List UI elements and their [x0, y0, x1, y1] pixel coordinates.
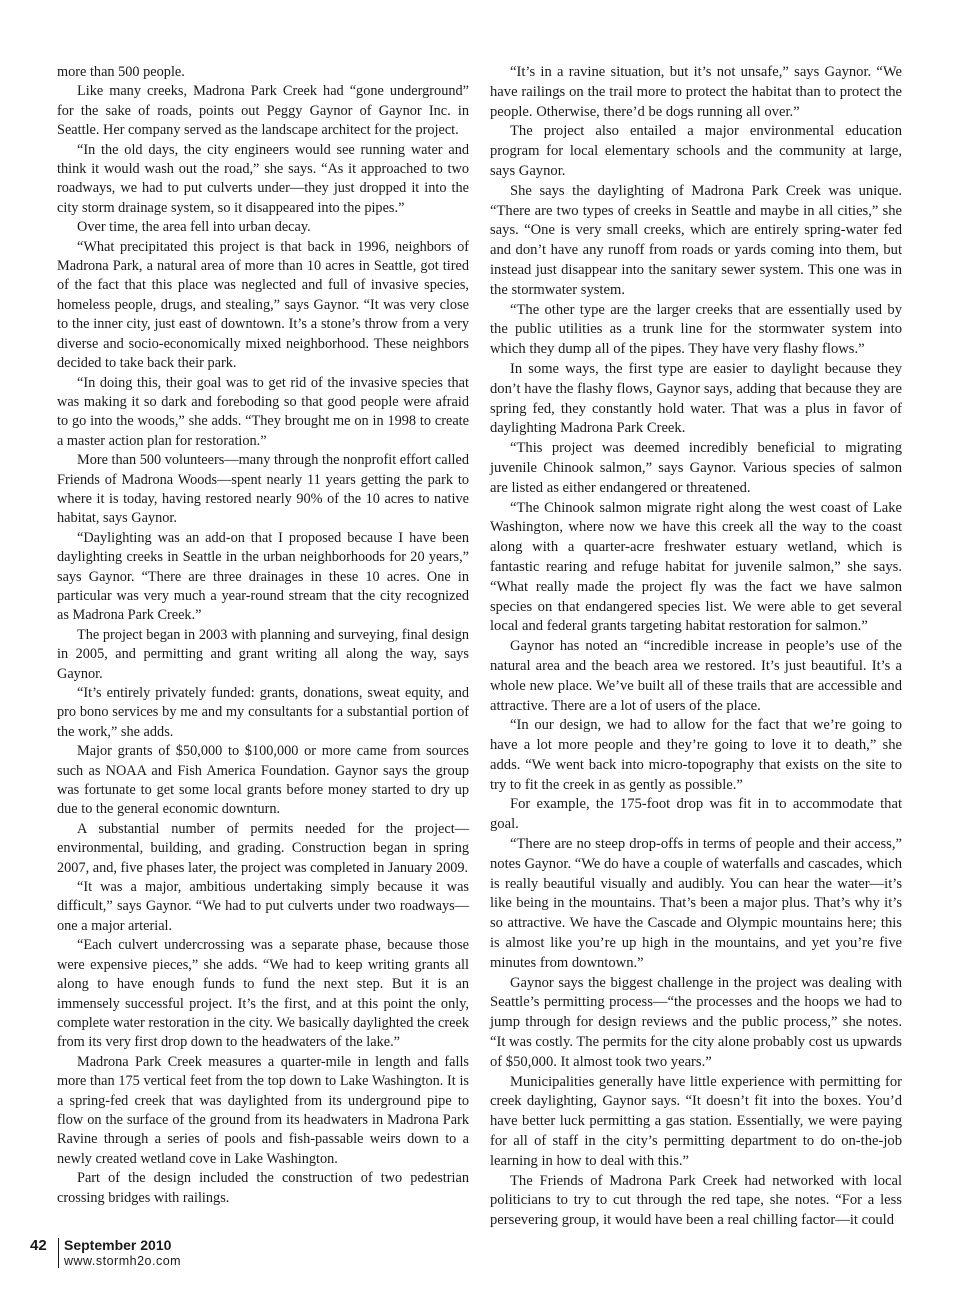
- paragraph: “This project was deemed incredibly beneficial to migrating juvenile Chinook salmon,” says Gaynor. Various species of salmon are listed as either endangered or threatened.: [490, 440, 902, 496]
- page-number: 42: [30, 1237, 47, 1254]
- paragraph: “The other type are the larger creeks that are essentially used by the public utilities as a trunk line for the stormwater system into which they dump all of the pipes. They have very flashy flows.”: [490, 301, 902, 358]
- issue-date: September 2010: [64, 1237, 172, 1253]
- paragraph: “It’s entirely privately funded: grants, donations, sweat equity, and pro bono services by me and my consultants for a substantial portion of the work,” she adds.: [57, 685, 469, 740]
- paragraph: The project began in 2003 with planning and surveying, final design in 2005, and permitting and grant writing all along the way, says Gaynor.: [57, 626, 469, 682]
- paragraph: “It’s in a ravine situation, but it’s not unsafe,” says Gaynor. “We have railings on the trail more to protect the habitat than to protect the people. Otherwise, there’d be dogs running all over.”: [490, 64, 902, 120]
- paragraph: Like many creeks, Madrona Park Creek had “gone underground” for the sake of roads, points out Peggy Gaynor of Gaynor Inc. in Seattle. Her company served as the landscape architect for the project.: [57, 83, 469, 139]
- paragraph: For example, the 175-foot drop was fit in to accommodate that goal.: [490, 796, 902, 833]
- paragraph: The Friends of Madrona Park Creek had networked with local politicians to try to cut through the red tape, she notes. “For a less persevering group, it would have been a real chilling factor—it could: [490, 1172, 902, 1229]
- paragraph: Madrona Park Creek measures a quarter-mile in length and falls more than 175 vertical feet from the top down to Lake Washington. It is a spring-fed creek that was daylighted from its underground pipe to flow on the surface of the ground from its headwaters in Madrona Park Ravine through a series of pools and fish-passable weirs down to a newly created wetland cove in Lake Washington.: [57, 1053, 469, 1167]
- right-column: [490, 63, 902, 1231]
- paragraph: She says the daylighting of Madrona Park Creek was unique. “There are two types of creeks in Seattle and maybe in all cities,” she says. “One is very small creeks, which are entirely spring-water fed and don’t have any runoff from roads or yards coming into them, but instead just disappear into the sanitary sewer system. This one was in the stormwater system.: [490, 182, 902, 298]
- paragraph: More than 500 volunteers—many through the nonprofit effort called Friends of Madrona Woods—spent nearly 11 years getting the park to where it is today, having restored nearly 90% of the 10 acres to native habitat, says Gaynor.: [57, 452, 470, 527]
- paragraph: “Daylighting was an add-on that I proposed because I have been daylighting creeks in Seattle in the urban neighborhoods for 20 years,” says Gaynor. “There are three drainages in these 10 acres. One in particular was very much a year-round stream that the city recognized as Madrona Park Creek.”: [57, 529, 469, 624]
- paragraph: A substantial number of permits needed for the project—environmental, building, and grading. Construction began in spring 2007, and, five phases later, the project was completed in January 2009.: [57, 820, 469, 876]
- paragraph: Over time, the area fell into urban decay.: [77, 219, 311, 236]
- paragraph: “Each culvert undercrossing was a separate phase, because those were expensive pieces,” she adds. “We had to keep writing grants all along to have enough funds to fund the next step. But it is an immensely successful project. It’s the first, and at this point the only, complete water restoration in the city. We basically daylighted the creek from its very first drop down to the headwaters of the lake.”: [57, 937, 469, 1051]
- paragraph: In some ways, the first type are easier to daylight because they don’t have the flashy flows, Gaynor says, adding that because they are spring fed, they constantly hold water. That was a plus in favor of daylighting Madrona Park Creek.: [490, 360, 902, 437]
- paragraph: “The Chinook salmon migrate right along the west coast of Lake Washington, where now we have this creek all the way to the coast along with a quarter-acre freshwater estuary wetland, which is fantastic rearing and refuge habitat for juvenile salmon,” she says. “What really made the project fly was the fact we have salmon species on that endangered species list. We were able to get several local and federal grants targeting habitat restoration for salmon.”: [490, 499, 902, 635]
- footer-divider: [58, 1238, 59, 1268]
- paragraph: Major grants of $50,000 to $100,000 or more came from sources such as NOAA and Fish America Foundation. Gaynor says the group was fortunate to get some local grants before money started to dry up due to the general economic downturn.: [57, 743, 469, 818]
- website-url: www.stormh2o.com: [64, 1254, 182, 1268]
- paragraph: Municipalities generally have little experience with permitting for creek daylighting, Gaynor says. “It doesn’t fit into the boxes. You’d have better luck permitting a gas station. Essentially, we were paying for all of staff in the city’s permitting department to do on-the-job learning in how to deal with this.”: [490, 1073, 902, 1169]
- left-column: [57, 63, 469, 1208]
- paragraph: “There are no steep drop-offs in terms of people and their access,” notes Gaynor. “We do have a couple of waterfalls and cascades, which is really beautiful visually and audibly. You can hear the water—it’s like being in the mountains. That’s been a major plus. That’s why it’s so attractive. We have the Cascade and Olympic mountains here; this is almost like you’re up high in the mountains, and yet you’re five minutes from downtown.”: [490, 836, 902, 971]
- paragraph: “In doing this, their goal was to get rid of the invasive species that was making it so dark and foreboding so that good people were afraid to go into the woods,” she adds. “They brought me on in 1998 to create a master action plan for restoration.”: [57, 374, 469, 449]
- paragraph: “In our design, we had to allow for the fact that we’re going to have a lot more people and they’re going to love it to death,” she adds. “We went back into micro-topography that exists on the site to try to fit the creek in as gently as possible.”: [490, 717, 902, 793]
- paragraph: more than 500 people.: [57, 64, 185, 80]
- paragraph: “It was a major, ambitious undertaking simply because it was difficult,” says Gaynor. “We had to put culverts under two roadways—one a major arterial.: [57, 879, 469, 934]
- paragraph: Gaynor says the biggest challenge in the project was dealing with Seattle’s permitting process—“the processes and the hoops we had to jump through for design reviews and the public process,” she notes. “It was costly. The permits for the city alone probably cost us upwards of $50,000. It almost took two years.”: [490, 974, 902, 1070]
- paragraph: “In the old days, the city engineers would see running water and think it would wash out the road,” she says. “As it approached to two roadways, we had to put culverts under—they just dropped it into the city storm drainage system, so it disappeared into the pipes.”: [57, 141, 469, 216]
- paragraph: Gaynor has noted an “incredible increase in people’s use of the natural area and the beach area we restored. It’s just beautiful. It’s a whole new place. We’ve built all of these trails that are accessible and attractive. There are a lot of users of the place.: [490, 638, 902, 714]
- paragraph: “What precipitated this project is that back in 1996, neighbors of Madrona Park, a natural area of more than 10 acres in Seattle, got tired of the fact that this place was neglected and full of invasive species, homeless people, drugs, and stealing,” says Gaynor. “It was very close to the inner city, just east of downtown. It’s a stone’s throw from a very diverse and socio-economically mixed neighborhood. These neighbors decided to take back their park.: [57, 238, 469, 372]
- paragraph: Part of the design included the construction of two pedestrian crossing bridges with railings.: [57, 1170, 469, 1206]
- paragraph: The project also entailed a major environmental education program for local elementary schools and the community at large, says Gaynor.: [490, 123, 902, 179]
